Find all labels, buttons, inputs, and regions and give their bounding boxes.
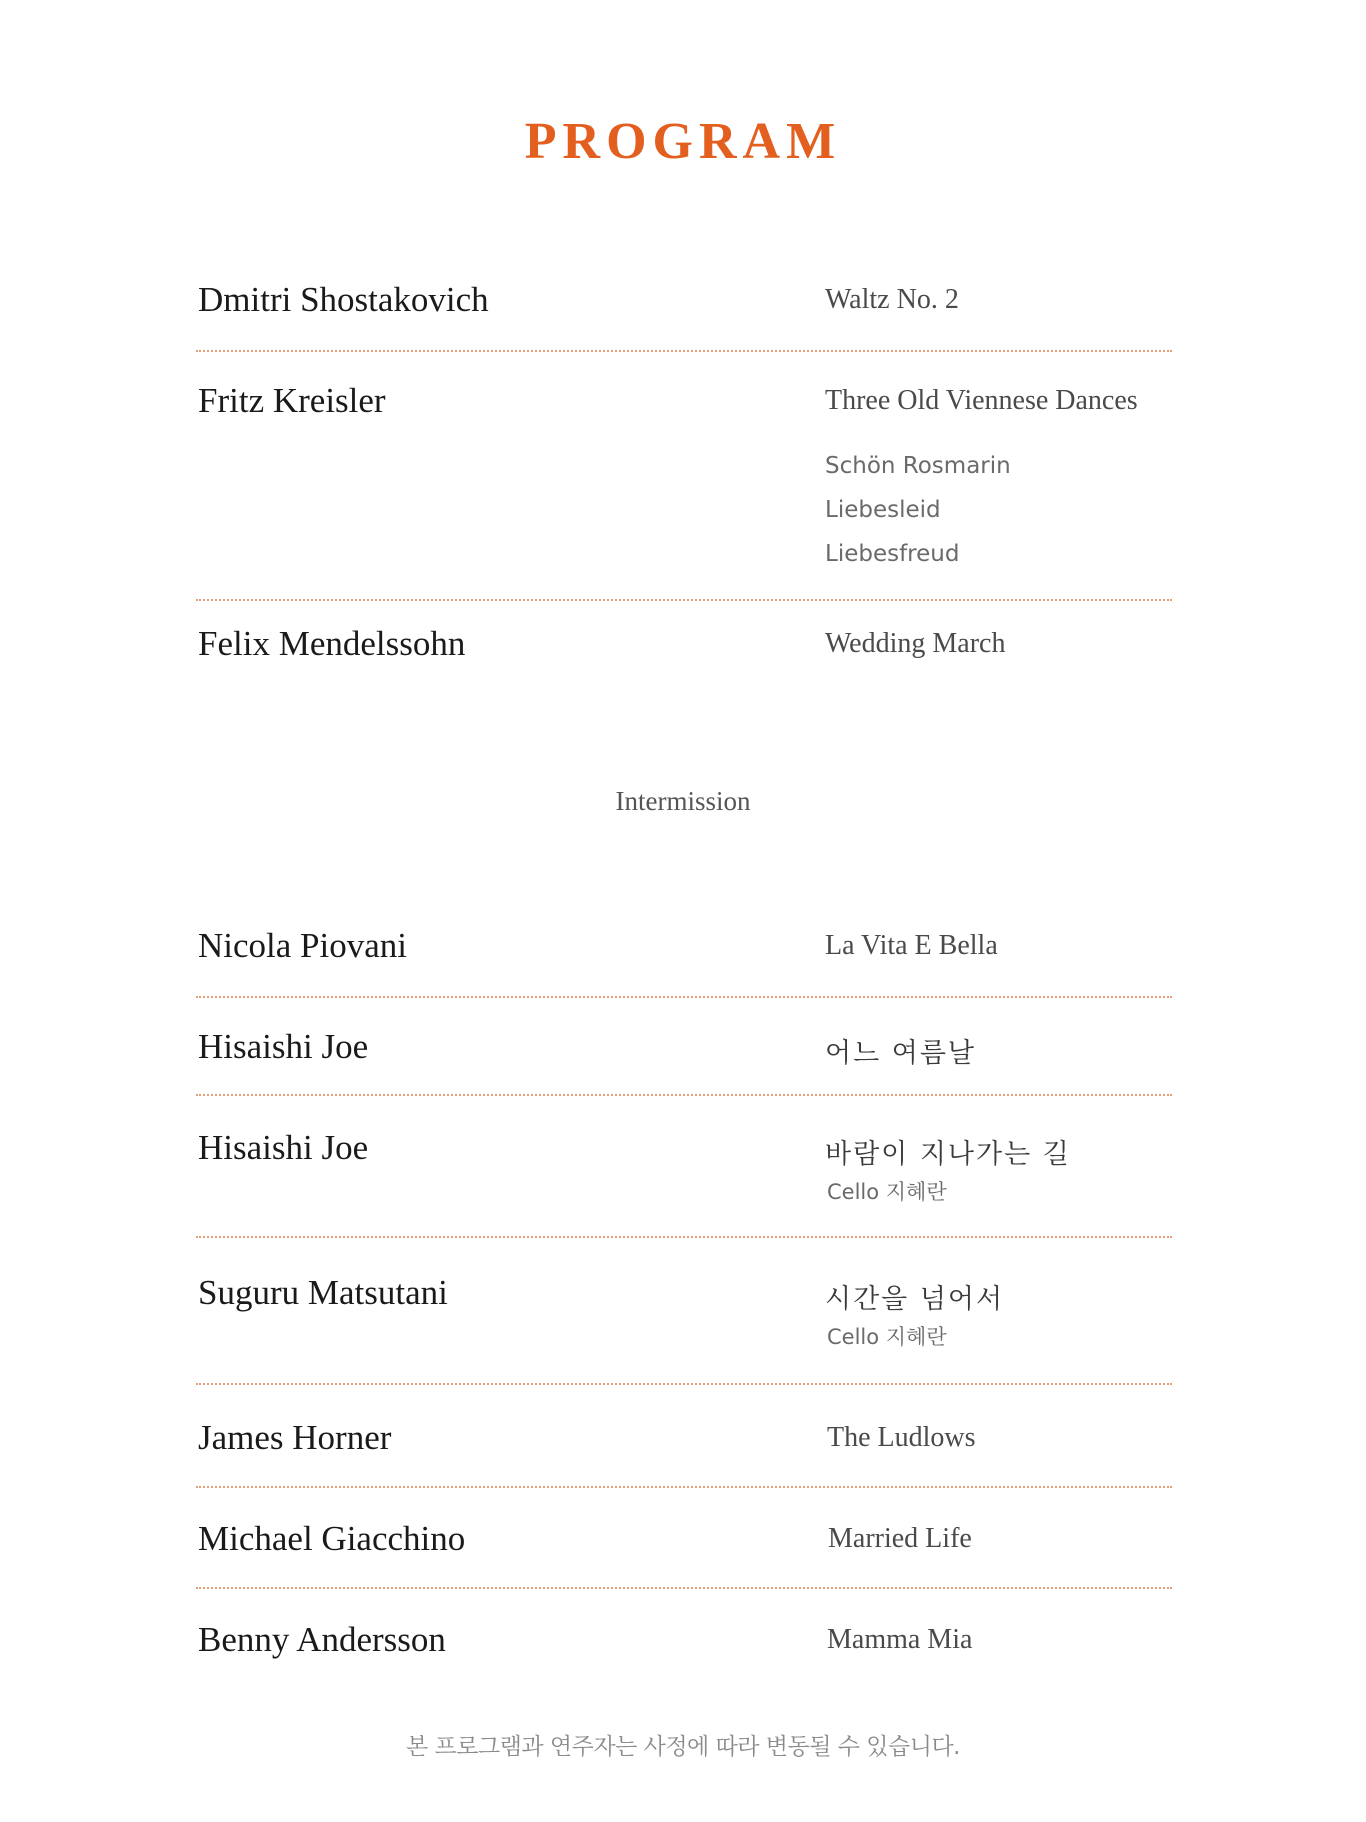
piece-title: La Vita E Bella: [825, 930, 998, 961]
movement-title: Liebesleid: [825, 497, 941, 523]
composer-name: Fritz Kreisler: [198, 381, 386, 420]
piece-title: 시간을 넘어서: [825, 1284, 1005, 1315]
footnote: 본 프로그램과 연주자는 사정에 따라 변동될 수 있습니다.: [405, 1734, 960, 1760]
dotted-divider: [196, 1236, 1172, 1238]
piece-title: Waltz No. 2: [825, 284, 959, 315]
dotted-divider: [196, 1486, 1172, 1488]
dotted-divider: [196, 1383, 1172, 1385]
piece-title: 바람이 지나가는 길: [825, 1139, 1071, 1170]
composer-name: Dmitri Shostakovich: [198, 280, 489, 319]
dotted-divider: [196, 350, 1172, 352]
piece-title: Wedding March: [825, 628, 1006, 659]
composer-name: Benny Andersson: [198, 1620, 446, 1659]
composer-name: Michael Giacchino: [198, 1519, 466, 1558]
composer-name: Hisaishi Joe: [198, 1027, 369, 1066]
dotted-divider: [196, 996, 1172, 998]
dotted-divider: [196, 599, 1172, 601]
performer-credit: Cello 지혜란: [827, 1180, 947, 1204]
piece-title: Three Old Viennese Dances: [825, 385, 1138, 416]
page-title: PROGRAM: [524, 113, 842, 170]
dotted-divider: [196, 1094, 1172, 1096]
composer-name: Suguru Matsutani: [198, 1273, 448, 1312]
intermission-label: Intermission: [615, 786, 751, 816]
composer-name: James Horner: [198, 1418, 392, 1457]
piece-title: 어느 여름날: [825, 1038, 976, 1069]
piece-title: Mamma Mia: [827, 1624, 973, 1655]
composer-name: Hisaishi Joe: [198, 1128, 369, 1167]
performer-credit: Cello 지혜란: [827, 1325, 947, 1349]
dotted-divider: [196, 1587, 1172, 1589]
composer-name: Felix Mendelssohn: [198, 624, 466, 663]
movement-title: Liebesfreud: [825, 541, 960, 567]
piece-title: The Ludlows: [827, 1422, 976, 1453]
movement-title: Schön Rosmarin: [825, 453, 1011, 479]
piece-title: Married Life: [828, 1523, 972, 1554]
composer-name: Nicola Piovani: [198, 926, 407, 965]
